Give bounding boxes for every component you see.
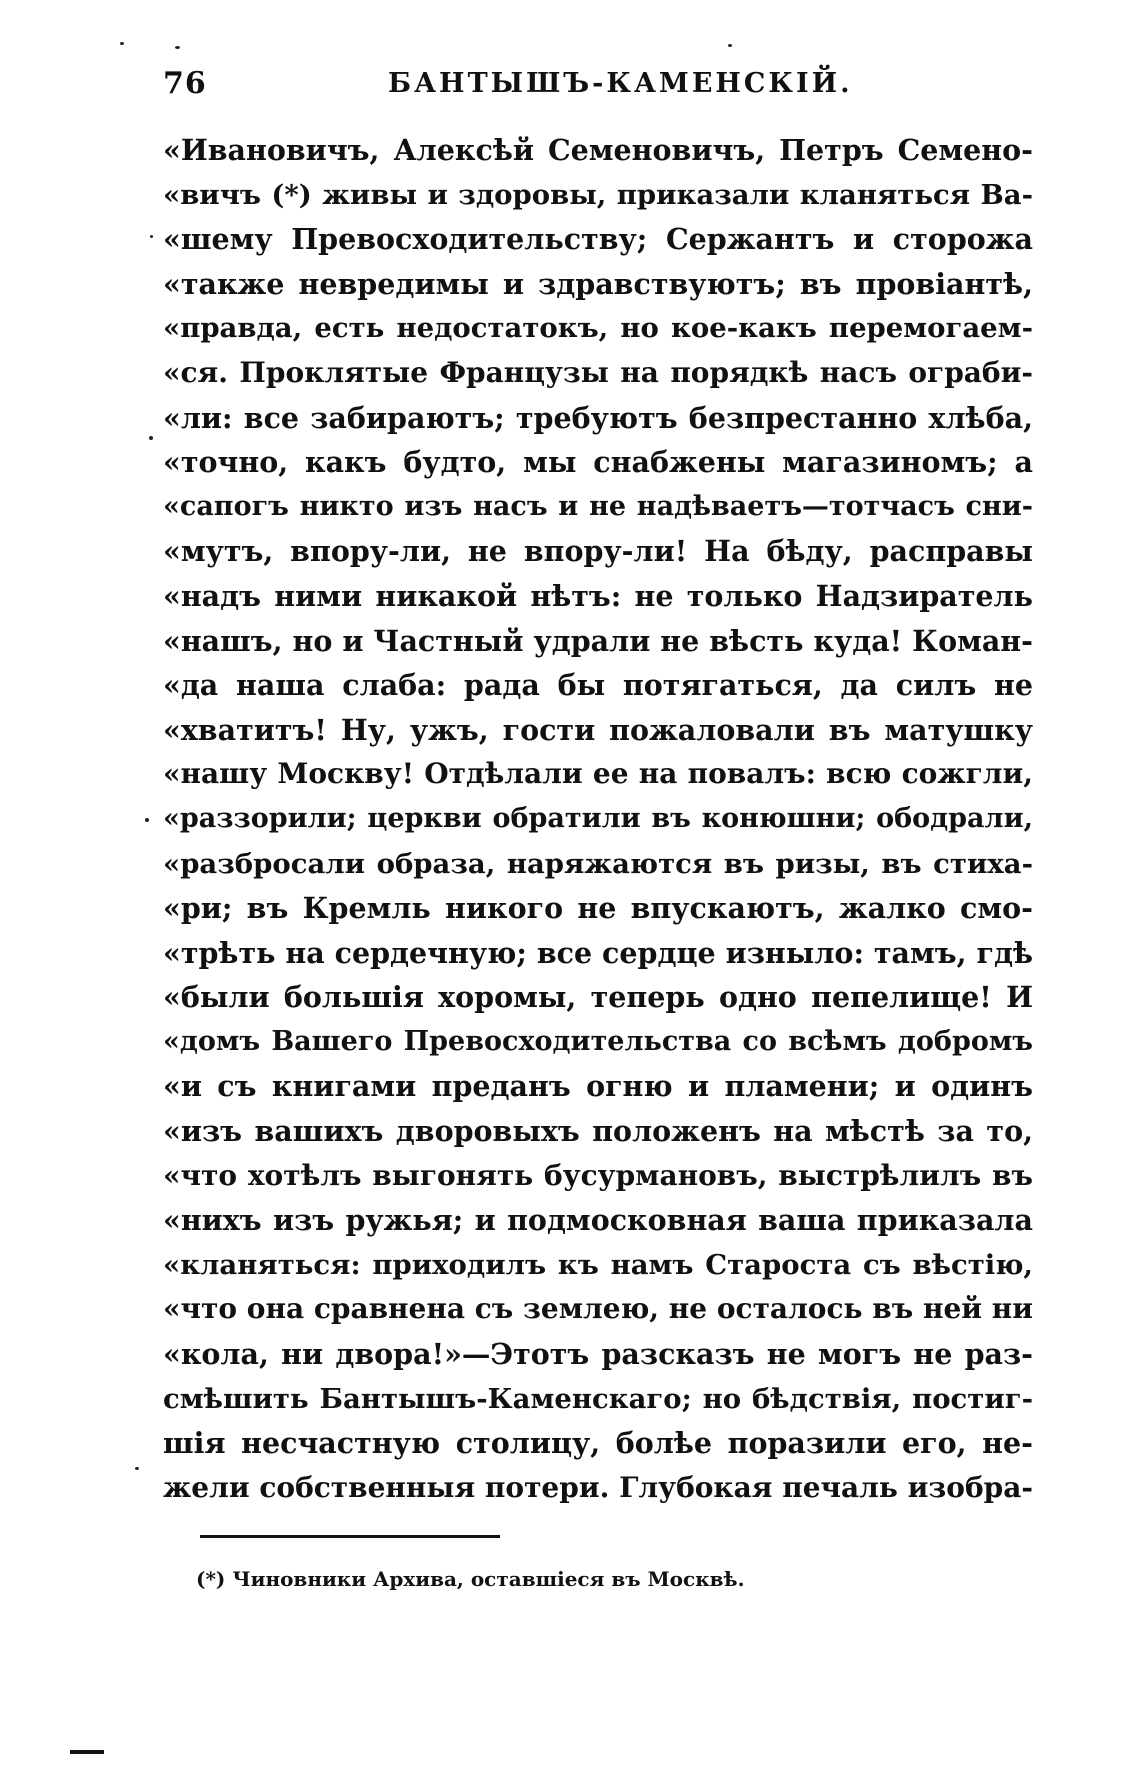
text-line: «сапогъ никто изъ насъ и не надѣваетъ—тотчасъ сни- [163, 490, 1033, 522]
text-line: «шему Превосходительству; Сержантъ и сторожа [163, 222, 1033, 257]
footnote: (*) Чиновники Архива, оставшіеся въ Москвѣ. [196, 1567, 745, 1591]
text-line: «были большія хоромы, теперь одно пепелище! И [163, 980, 1033, 1015]
text-line: «кола, ни двора!»—Этотъ разсказъ не могъ не раз- [163, 1337, 1033, 1372]
text-line: «нихъ изъ ружья; и подмосковная ваша приказала [163, 1203, 1033, 1238]
text-line: «нашу Москву! Отдѣлали ее на повалъ: всю сожгли, [163, 757, 1033, 791]
text-line: «кланяться: приходилъ къ намъ Староста съ вѣстію, [163, 1248, 1033, 1281]
ink-speck [149, 436, 153, 440]
scan-edge-mark [70, 1750, 104, 1754]
ink-speck [145, 818, 149, 822]
text-line: «да наша слаба: рада бы потягаться, да силъ не [163, 668, 1033, 703]
text-line: «ли: все забираютъ; требуютъ безпрестанно хлѣба, [163, 400, 1033, 435]
text-line: «правда, есть недостатокъ, но кое-какъ перемогаем- [163, 312, 1033, 345]
text-line: «что она сравнена съ землею, не осталось въ ней ни [163, 1292, 1033, 1326]
ink-speck [728, 44, 732, 47]
footnote-rule [200, 1535, 500, 1538]
page-header [163, 66, 1033, 106]
text-line: «Ивановичъ, Алексѣй Семеновичъ, Петръ Семено- [163, 133, 1033, 167]
body-text [163, 128, 1033, 1510]
text-line: «хватитъ! Ну, ужъ, гости пожаловали въ матушку [163, 712, 1033, 747]
text-line: смѣшить Бантышъ-Каменскаго; но бѣдствія, постиг- [163, 1382, 1033, 1415]
text-line: «домъ Вашего Превосходительства со всѣмъ добромъ [163, 1025, 1033, 1057]
text-line: «мутъ, впору-ли, не впору-ли! На бѣду, расправы [163, 534, 1033, 569]
ink-speck [150, 235, 153, 238]
ink-speck [175, 46, 180, 49]
text-line: «изъ вашихъ дворовыхъ положенъ на мѣстѣ за то, [163, 1114, 1033, 1149]
text-line: шія несчастную столицу, болѣе поразили его, не- [163, 1426, 1033, 1461]
ink-speck [135, 1467, 139, 1470]
text-line: «ся. Проклятые Французы на порядкѣ насъ ограби- [163, 355, 1033, 389]
text-line: «трѣть на сердечную; все сердце изныло: тамъ, гдѣ [163, 935, 1033, 970]
text-line: жели собственныя потери. Глубокая печаль изобра- [163, 1470, 1033, 1504]
text-line: «разбросали образа, наряжаются въ ризы, въ стиха- [163, 847, 1033, 880]
text-line: «вичъ (*) живы и здоровы, приказали кланяться Ва- [163, 178, 1033, 211]
running-title: БАНТЫШЪ-КАМЕНСКІЙ. [388, 68, 853, 99]
ink-speck [120, 42, 124, 45]
text-line: «и съ книгами преданъ огню и пламени; и одинъ [163, 1069, 1033, 1104]
text-line: «точно, какъ будто, мы снабжены магазиномъ; а [163, 445, 1033, 480]
page-number: 76 [163, 66, 207, 101]
text-line: «ри; въ Кремль никого не впускаютъ, жалко смо- [163, 891, 1033, 926]
text-line: «нашъ, но и Частный удрали не вѣсть куда! Коман- [163, 623, 1033, 658]
text-line: «что хотѣлъ выгонять бусурмановъ, выстрѣлилъ въ [163, 1158, 1033, 1192]
text-line: «раззорили; церкви обратили въ конюшни; ободрали, [163, 802, 1033, 834]
text-line: «надъ ними никакой нѣтъ: не только Надзиратель [163, 578, 1033, 613]
text-line: «также невредимы и здравствуютъ; въ провіантѣ, [163, 266, 1033, 301]
